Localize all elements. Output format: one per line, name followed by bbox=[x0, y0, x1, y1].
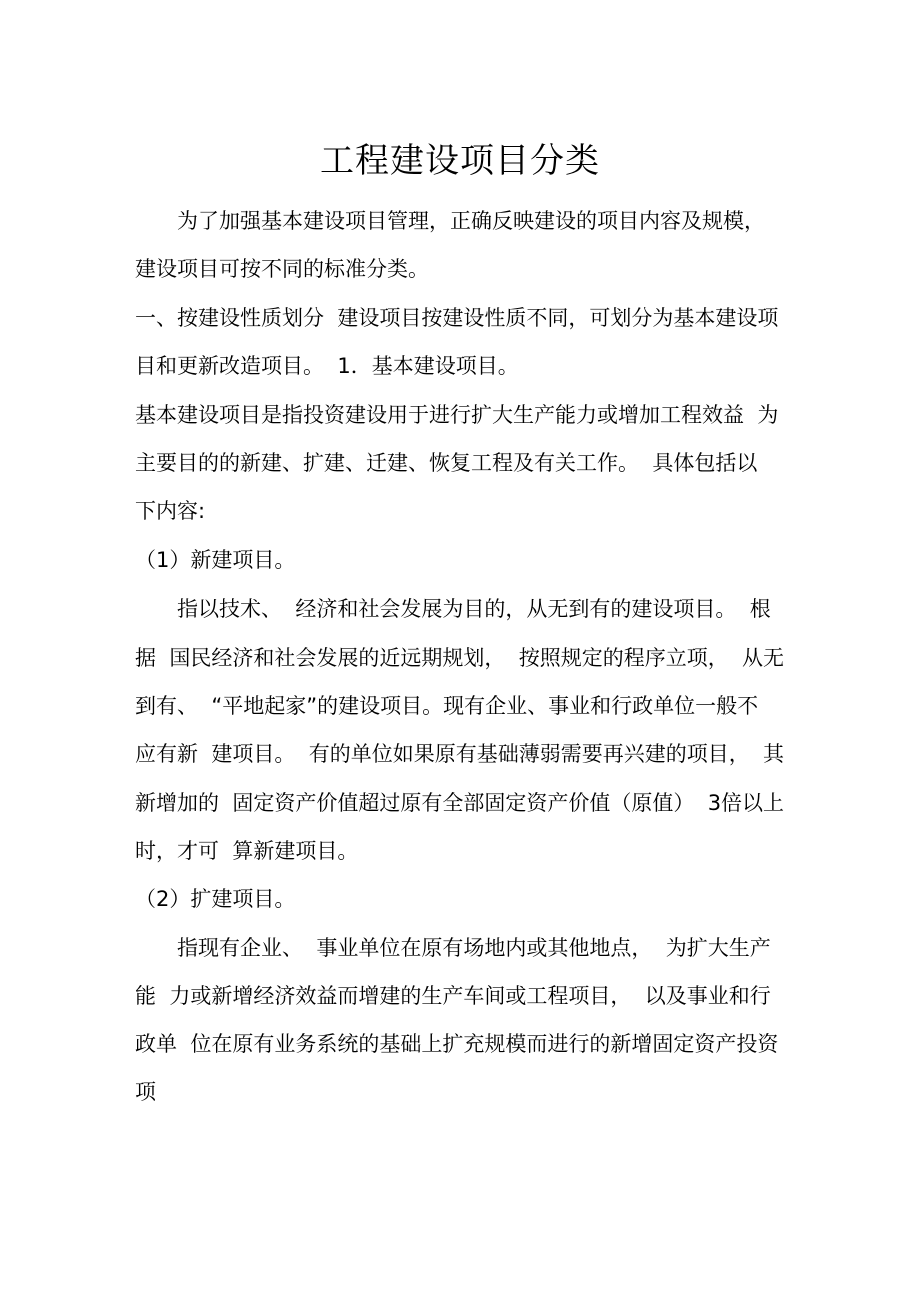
new-project-line-4: 应有新 建项目。 有的单位如果原有基础薄弱需要再兴建的项目， 其 bbox=[135, 742, 785, 766]
document-title: 工程建设项目分类 bbox=[320, 141, 600, 181]
definition-line-1: 基本建设项目是指投资建设用于进行扩大生产能力或增加工程效益 为 bbox=[135, 403, 779, 427]
new-project-line-5: 新增加的 固定资产价值超过原有全部固定资产价值（原值） 3倍以上 bbox=[135, 791, 785, 815]
paragraph-line-intro-1: 为了加强基本建设项目管理，正确反映建设的项目内容及规模， bbox=[177, 209, 765, 233]
new-project-line-3: 到有、 “平地起家”的建设项目。现有企业、事业和行政单位一般不 bbox=[135, 694, 759, 718]
subheading-expansion-project: （2）扩建项目。 bbox=[135, 887, 296, 911]
section-heading-line-1: 一、按建设性质划分 建设项目按建设性质不同，可划分为基本建设项 bbox=[135, 306, 779, 330]
definition-line-2: 主要目的的新建、扩建、迁建、恢复工程及有关工作。 具体包括以 bbox=[135, 451, 758, 475]
paragraph-line-intro-2: 建设项目可按不同的标准分类。 bbox=[135, 257, 429, 281]
definition-line-3: 下内容: bbox=[135, 499, 206, 523]
new-project-line-1: 指以技术、 经济和社会发展为目的，从无到有的建设项目。 根 bbox=[177, 597, 771, 621]
expansion-project-line-4: 项 bbox=[135, 1080, 156, 1104]
expansion-project-line-3: 政单 位在原有业务系统的基础上扩充规模而进行的新增固定资产投资 bbox=[135, 1032, 779, 1056]
section-heading-line-2: 目和更新改造项目。 1．基本建设项目。 bbox=[135, 354, 519, 378]
expansion-project-line-1: 指现有企业、 事业单位在原有场地内或其他地点， 为扩大生产 bbox=[177, 936, 771, 960]
expansion-project-line-2: 能 力或新增经济效益而增建的生产车间或工程项目， 以及事业和行 bbox=[135, 984, 771, 1008]
new-project-line-6: 时，才可 算新建项目。 bbox=[135, 839, 359, 863]
subheading-new-project: （1）新建项目。 bbox=[135, 548, 296, 572]
new-project-line-2: 据 国民经济和社会发展的近远期规划， 按照规定的程序立项， 从无 bbox=[135, 646, 785, 670]
